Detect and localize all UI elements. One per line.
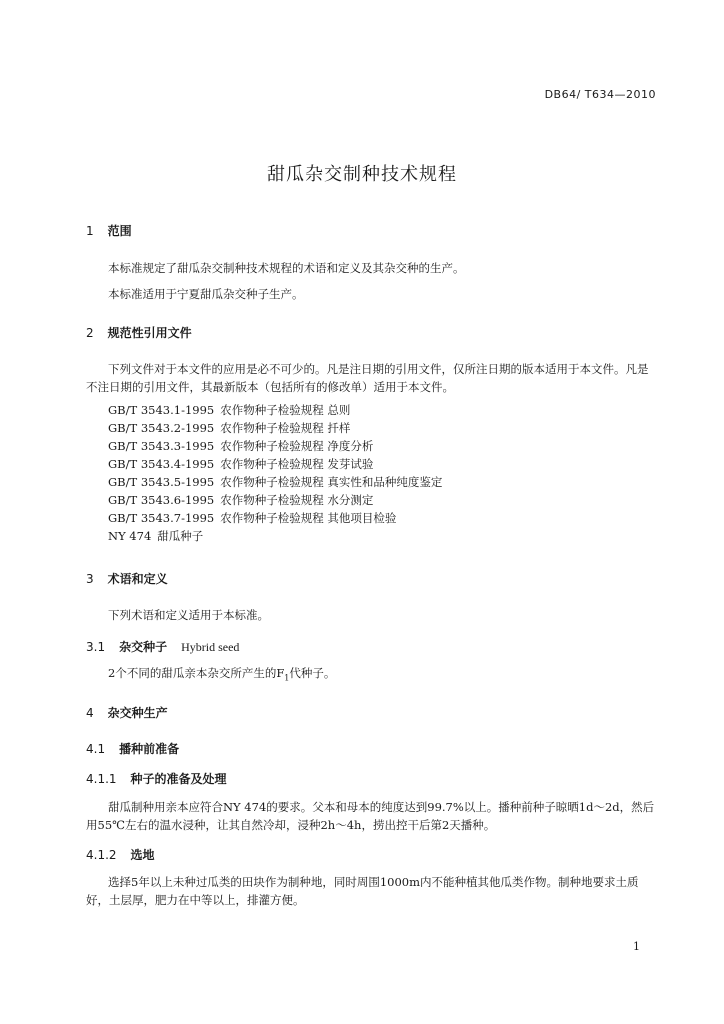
scope-paragraph-2: 本标准适用于宁夏甜瓜杂交种子生产。 <box>108 287 304 301</box>
references-intro: 下列文件对于本文件的应用是必不可少的。凡是注日期的引用文件，仅所注日期的版本适用于本文件。凡是不注日期的引用文件，其最新版本（包括所有的修改单）适用于本文件。 <box>86 362 649 394</box>
reference-item: GB/T 3543.4-1995 农作物种子检验规程 发芽试验 <box>108 457 374 471</box>
section-title: 选地 <box>130 848 155 862</box>
reference-item: NY 474 甜瓜种子 <box>108 529 204 543</box>
site-selection-text: 选择5年以上未种过瓜类的田块作为制种地，同时周围1000m内不能种植其他瓜类作物。制种地要求土质好，土层厚，肥力在中等以上，排灌方便。 <box>86 875 639 907</box>
section-4-heading <box>86 704 168 721</box>
scope-paragraph-1: 本标准规定了甜瓜杂交制种技术规程的术语和定义及其杂交种的生产。 <box>108 261 465 275</box>
reference-item: GB/T 3543.7-1995 农作物种子检验规程 其他项目检验 <box>108 511 397 525</box>
reference-item: GB/T 3543.3-1995 农作物种子检验规程 净度分析 <box>108 439 374 453</box>
section-number: 2 <box>86 326 94 340</box>
reference-item: GB/T 3543.2-1995 农作物种子检验规程 扦样 <box>108 421 351 435</box>
section-4-1-heading <box>86 740 179 757</box>
term-definition: 2个不同的甜瓜亲本杂交所产生的$F_1$代种子。 <box>108 666 336 683</box>
section-4-1-2-heading <box>86 846 155 863</box>
section-title: 杂交种生产 <box>107 706 168 720</box>
standard-code: DB64/ T634—2010 <box>544 88 656 101</box>
section-number: 3.1 <box>86 640 106 654</box>
section-3-heading <box>86 570 168 587</box>
seed-preparation-text: 甜瓜制种用亲本应符合NY 474的要求。父本和母本的纯度达到99.7%以上。播种前种子晾晒1d～2d，然后用55℃左右的温水浸种，让其自然冷却，浸种2h～4h，捞出控干后第2天播种。 <box>86 800 655 832</box>
section-1-heading <box>86 222 132 239</box>
section-title: 播种前准备 <box>119 742 180 756</box>
terms-intro: 下列术语和定义适用于本标准。 <box>108 608 269 622</box>
section-number: 1 <box>86 224 94 238</box>
section-title: 范围 <box>107 224 132 238</box>
section-number: 4.1 <box>86 742 106 756</box>
section-3-1-heading <box>86 638 239 655</box>
section-title: 杂交种子 <box>119 640 168 654</box>
reference-item: GB/T 3543.6-1995 农作物种子检验规程 水分测定 <box>108 493 374 507</box>
section-title: 种子的准备及处理 <box>130 772 227 786</box>
section-number: 3 <box>86 572 94 586</box>
section-2-heading <box>86 324 192 341</box>
term-english: Hybrid seed <box>181 640 240 654</box>
section-title: 术语和定义 <box>107 572 168 586</box>
section-4-1-1-heading <box>86 770 227 787</box>
reference-item: GB/T 3543.5-1995 农作物种子检验规程 真实性和品种纯度鉴定 <box>108 475 443 489</box>
section-title: 规范性引用文件 <box>107 326 192 340</box>
reference-item: GB/T 3543.1-1995 农作物种子检验规程 总则 <box>108 403 351 417</box>
section-number: 4.1.2 <box>86 848 117 862</box>
section-number: 4 <box>86 706 94 720</box>
section-number: 4.1.1 <box>86 772 117 786</box>
document-title: 甜瓜杂交制种技术规程 <box>267 164 457 185</box>
page-number: 1 <box>633 940 640 953</box>
